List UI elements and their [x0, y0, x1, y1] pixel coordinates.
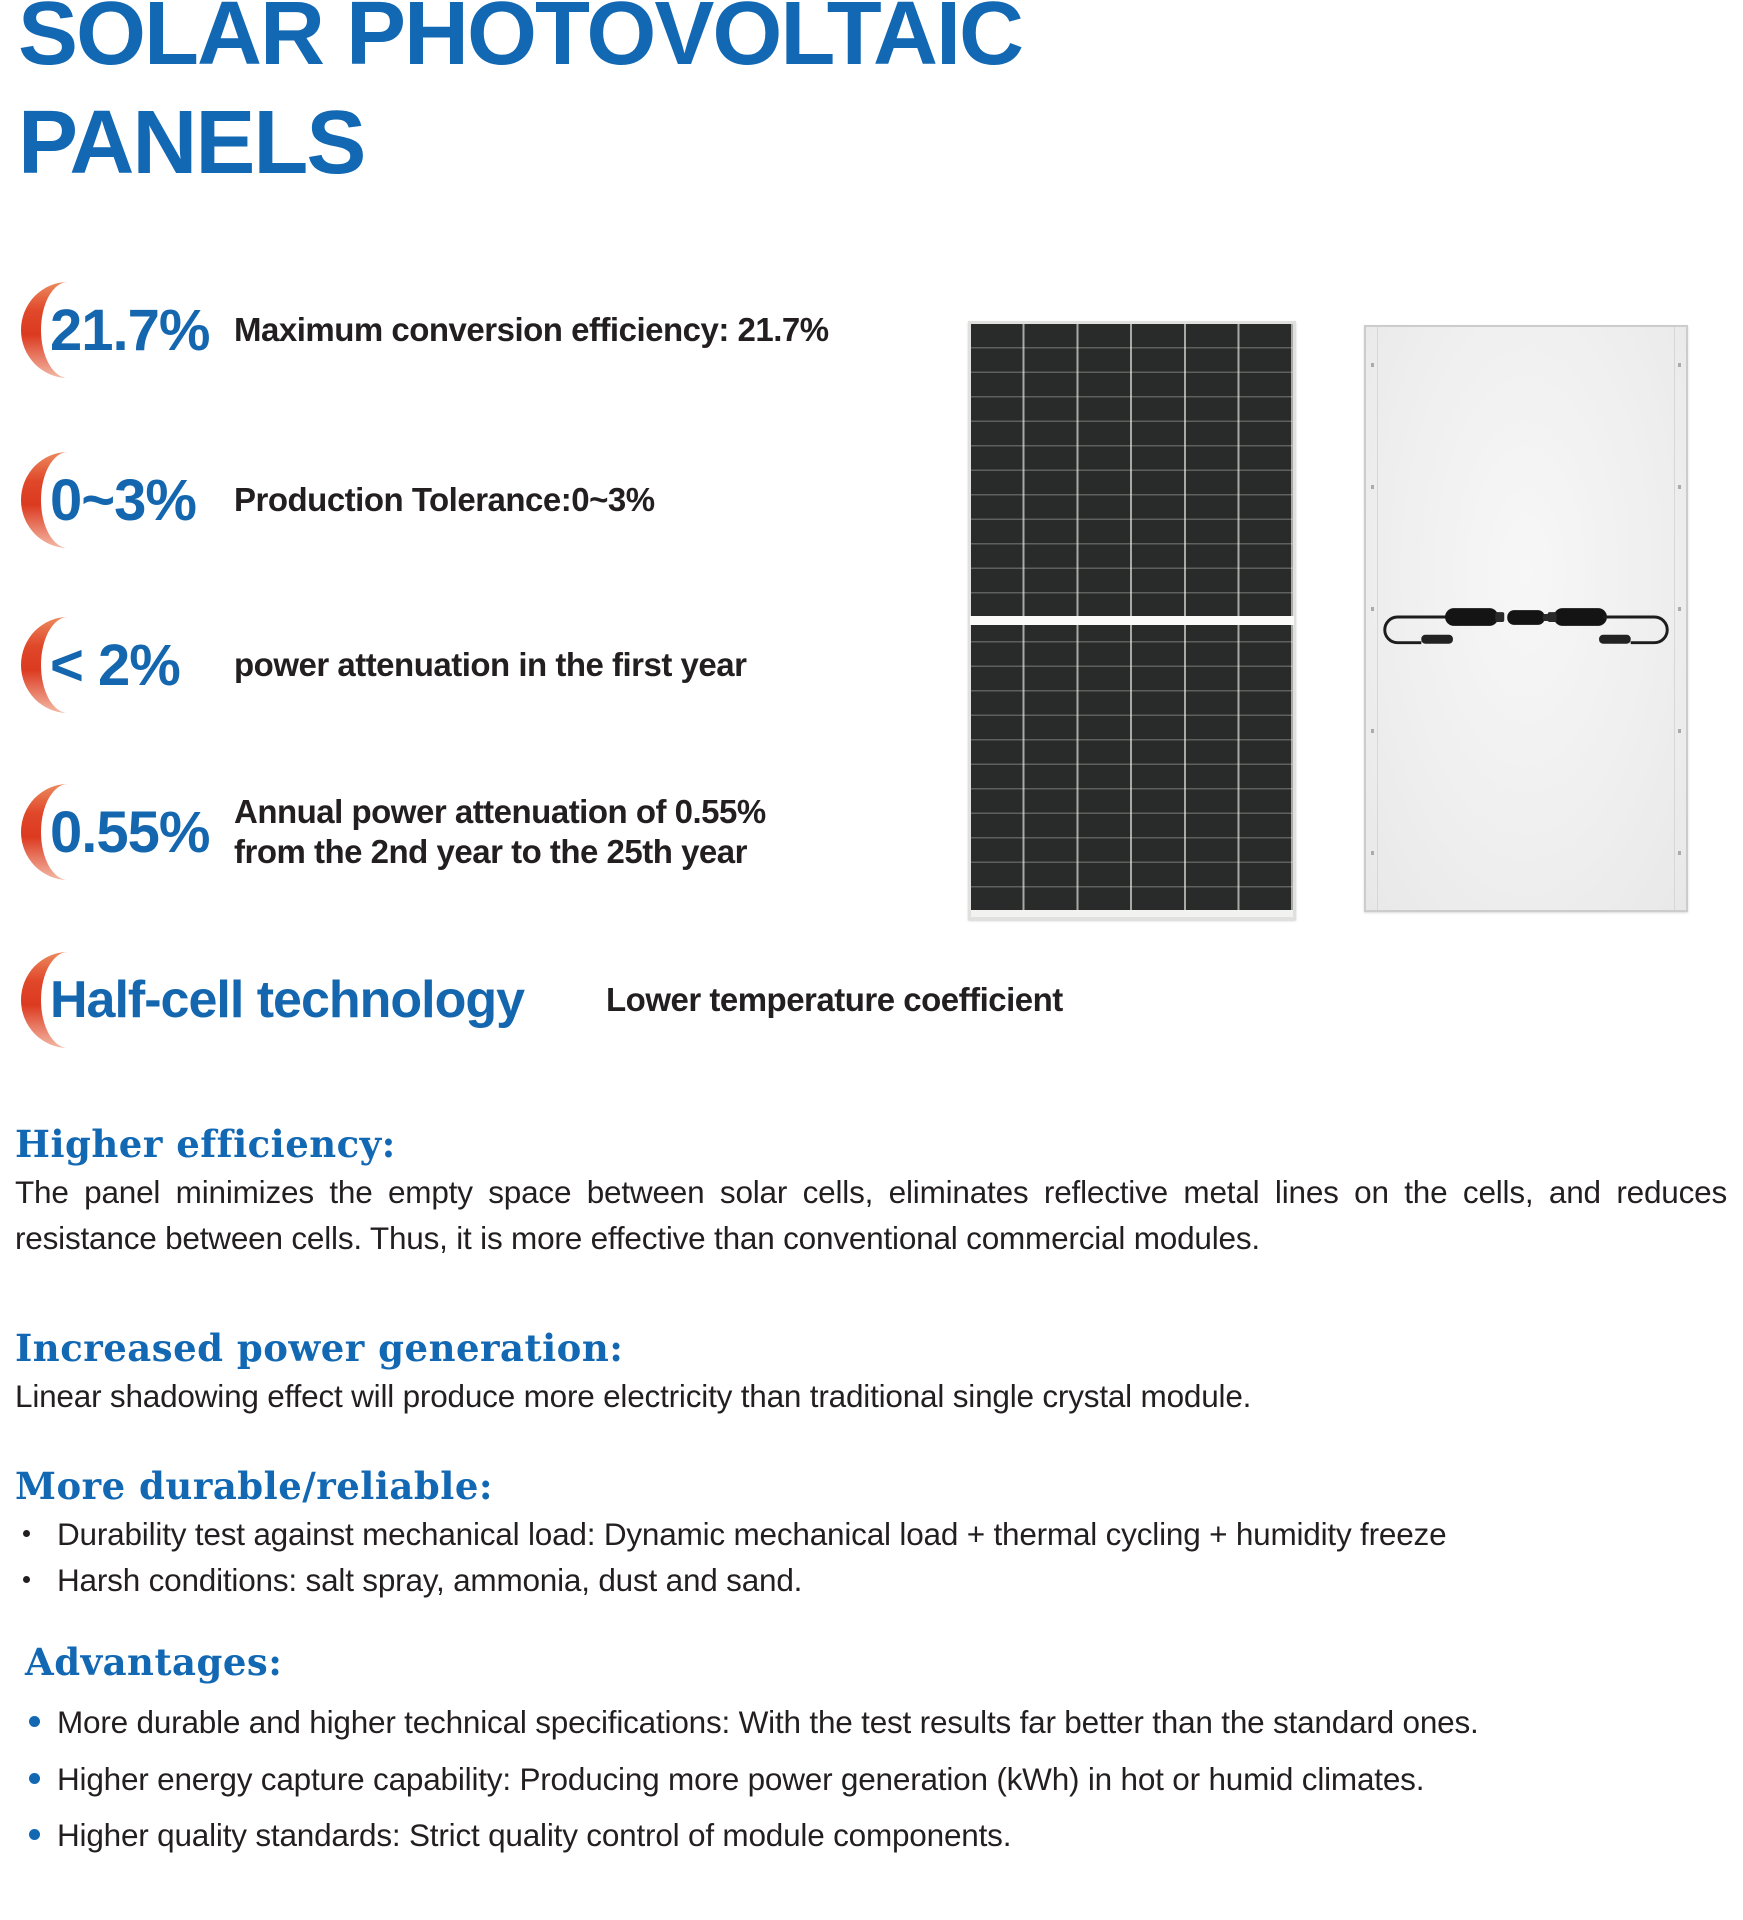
- bullet-item: Higher energy capture capability: Producing more power generation (kWh) in hot or humid climates.: [25, 1757, 1725, 1803]
- stat-label-line: Lower temperature coefficient: [606, 980, 1063, 1018]
- section-heading-higher-efficiency: Higher efficiency:: [15, 1122, 396, 1166]
- stat-row-conversion-efficiency: [6, 275, 829, 385]
- bullet-item: Harsh conditions: salt spray, ammonia, dust and sand.: [15, 1558, 1715, 1604]
- stat-label: [606, 980, 1063, 1020]
- section-body-higher-efficiency: The panel minimizes the empty space between solar cells, eliminates reflective metal lines on the cells, and reduces resistance between cells. Thus, it is more effective than conventional commercial modules.: [15, 1174, 1727, 1256]
- stat-value: Half-cell technology: [50, 971, 525, 1029]
- stat-label-line: Annual power attenuation of 0.55%: [234, 792, 766, 830]
- stat-label-line: power attenuation in the first year: [234, 645, 747, 683]
- stat-value: 0.55%: [50, 799, 210, 865]
- advantages-bullet-list: [25, 1700, 1725, 1870]
- bullet-item: Durability test against mechanical load: Dynamic mechanical load + thermal cycling + humidity freeze: [15, 1512, 1715, 1558]
- section-heading-advantages: Advantages:: [25, 1640, 283, 1684]
- stat-label-line: Production Tolerance:0~3%: [234, 480, 655, 518]
- stat-value: 0~3%: [50, 467, 196, 533]
- bullet-item: More durable and higher technical specifications: With the test results far better than the standard ones.: [25, 1700, 1725, 1746]
- stat-value: < 2%: [50, 632, 180, 698]
- bullet-item: Higher quality standards: Strict quality control of module components.: [25, 1813, 1725, 1859]
- stat-row-production-tolerance: [6, 445, 655, 555]
- stat-row-annual-attenuation: [6, 777, 766, 887]
- page-title: [18, 0, 1022, 198]
- stat-label: [234, 310, 829, 350]
- page-title-line2: PANELS: [18, 92, 365, 193]
- section-heading-more-durable: More durable/reliable:: [15, 1464, 494, 1508]
- stat-label: [234, 645, 746, 685]
- solar-panel-back-image: [1364, 325, 1688, 912]
- stat-label: [234, 480, 655, 520]
- solar-panel-front-image: [968, 321, 1296, 920]
- stat-row-half-cell-technology: [6, 945, 1063, 1055]
- junction-boxes-and-cables: [1366, 585, 1686, 653]
- page-title-line1: SOLAR PHOTOVOLTAIC: [18, 0, 1023, 84]
- stat-label: [234, 792, 766, 873]
- stat-row-first-year-attenuation: [6, 610, 747, 720]
- stat-label-line: Maximum conversion efficiency: 21.7%: [234, 310, 829, 348]
- section-body-increased-power: Linear shadowing effect will produce more electricity than traditional single crystal module.: [15, 1378, 1252, 1414]
- stat-label-line: from the 2nd year to the 25th year: [234, 833, 747, 870]
- stat-value: 21.7%: [50, 297, 210, 363]
- durable-bullet-list: [15, 1512, 1715, 1603]
- section-heading-increased-power: Increased power generation:: [15, 1326, 624, 1370]
